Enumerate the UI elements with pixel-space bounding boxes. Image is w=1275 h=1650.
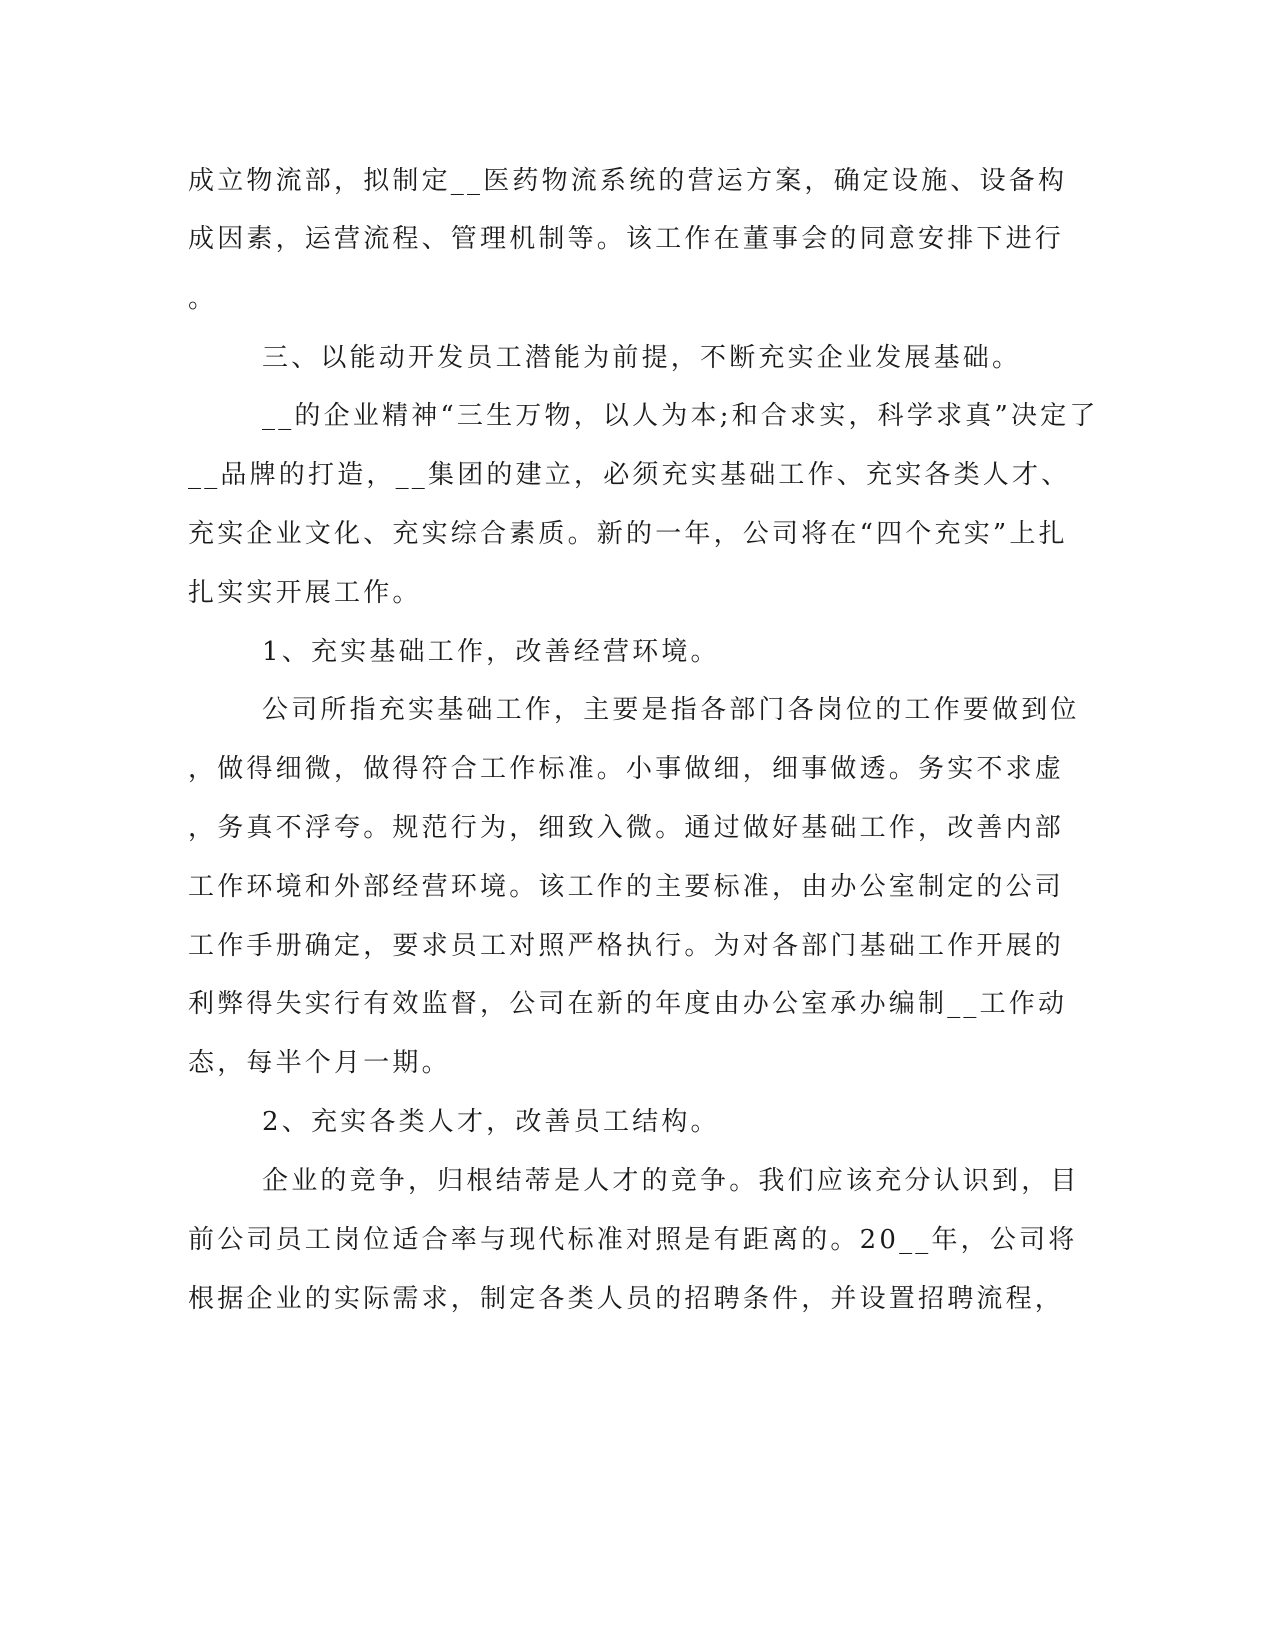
text-line: 企业的竞争，归根结蒂是人才的竞争。我们应该充分认识到，目 <box>262 1166 1080 1196</box>
subsection-heading: 1、充实基础工作，改善经营环境。 <box>262 637 720 667</box>
text-line: 根据企业的实际需求，制定各类人员的招聘条件，并设置招聘流程， <box>188 1284 1065 1314</box>
text-line: 扎实实开展工作。 <box>188 578 422 608</box>
subsection-heading: 2、充实各类人才，改善员工结构。 <box>262 1107 720 1137</box>
text-line: 工作手册确定，要求员工对照严格执行。为对各部门基础工作开展的 <box>188 931 1065 961</box>
text-line: 成立物流部，拟制定__医药物流系统的营运方案，确定设施、设备构 <box>188 166 1068 196</box>
text-line: 利弊得失实行有效监督，公司在新的年度由办公室承办编制__工作动 <box>188 989 1068 1019</box>
text-line: __品牌的打造，__集团的建立，必须充实基础工作、充实各类人才、 <box>188 460 1071 490</box>
text-line: 充实企业文化、充实综合素质。新的一年，公司将在“四个充实”上扎 <box>188 519 1068 549</box>
text-line: 前公司员工岗位适合率与现代标准对照是有距离的。20__年，公司将 <box>188 1225 1078 1255</box>
text-line: 工作环境和外部经营环境。该工作的主要标准，由办公室制定的公司 <box>188 872 1065 902</box>
text-line: __的企业精神“三生万物，以人为本;和合求实，科学求真”决定了 <box>262 401 1099 431</box>
text-line: 成因素，运营流程、管理机制等。该工作在董事会的同意安排下进行 <box>188 224 1065 254</box>
text-line: 公司所指充实基础工作，主要是指各部门各岗位的工作要做到位 <box>262 695 1080 725</box>
text-line: ，做得细微，做得符合工作标准。小事做细，细事做透。务实不求虚 <box>188 754 1065 784</box>
text-line: 态，每半个月一期。 <box>188 1048 451 1078</box>
section-heading: 三、以能动开发员工潜能为前提，不断充实企业发展基础。 <box>262 343 1022 373</box>
text-line: 。 <box>188 284 218 314</box>
text-line: ，务真不浮夸。规范行为，细致入微。通过做好基础工作，改善内部 <box>188 813 1065 843</box>
